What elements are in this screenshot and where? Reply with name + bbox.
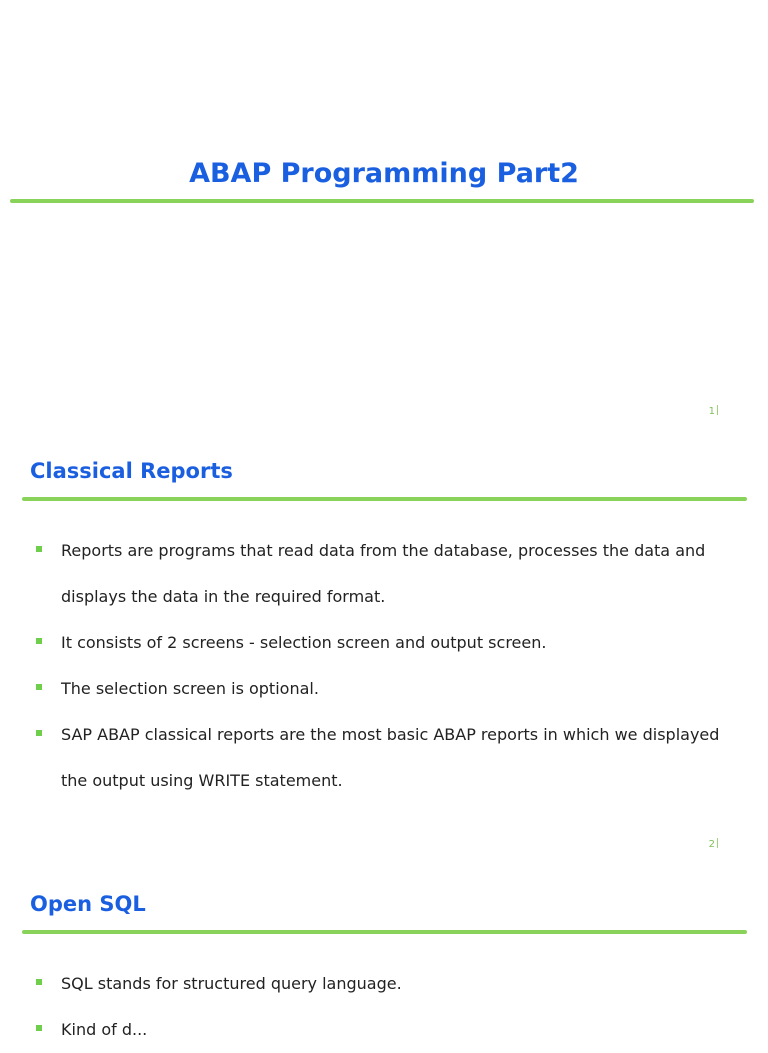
bullet-marker <box>36 1025 42 1031</box>
page-number-separator <box>717 405 718 415</box>
list-item: SQL stands for structured query language. <box>36 961 750 1007</box>
slide-2-title-rule <box>22 497 747 501</box>
slide-3-bullet-list <box>36 961 750 1053</box>
slide-2-page-number <box>690 838 718 850</box>
slide-1-page-number <box>690 405 718 417</box>
bullet-marker <box>36 684 42 690</box>
slide-1-title: ABAP Programming Part2 <box>189 158 579 189</box>
slide-3-title-rule <box>22 930 747 934</box>
bullet-marker <box>36 979 42 985</box>
list-item: Reports are programs that read data from the database, processes the data and displays the data in the required format. <box>36 528 750 620</box>
bullet-marker <box>36 730 42 736</box>
slide-2-title: Classical Reports <box>30 459 233 483</box>
page-number-value: 1 <box>708 406 715 417</box>
list-item: Kind of d... <box>36 1007 750 1053</box>
page-number-separator <box>717 838 718 848</box>
list-item: SAP ABAP classical reports are the most basic ABAP reports in which we displayed the output using WRITE statement. <box>36 712 750 804</box>
slide-1-title-rule <box>10 199 754 203</box>
page-number-value: 2 <box>708 839 715 850</box>
bullet-marker <box>36 546 42 552</box>
slide-2-bullet-list <box>36 528 750 804</box>
bullet-marker <box>36 638 42 644</box>
slide-3-title: Open SQL <box>30 892 146 916</box>
list-item: The selection screen is optional. <box>36 666 750 712</box>
list-item: It consists of 2 screens - selection screen and output screen. <box>36 620 750 666</box>
